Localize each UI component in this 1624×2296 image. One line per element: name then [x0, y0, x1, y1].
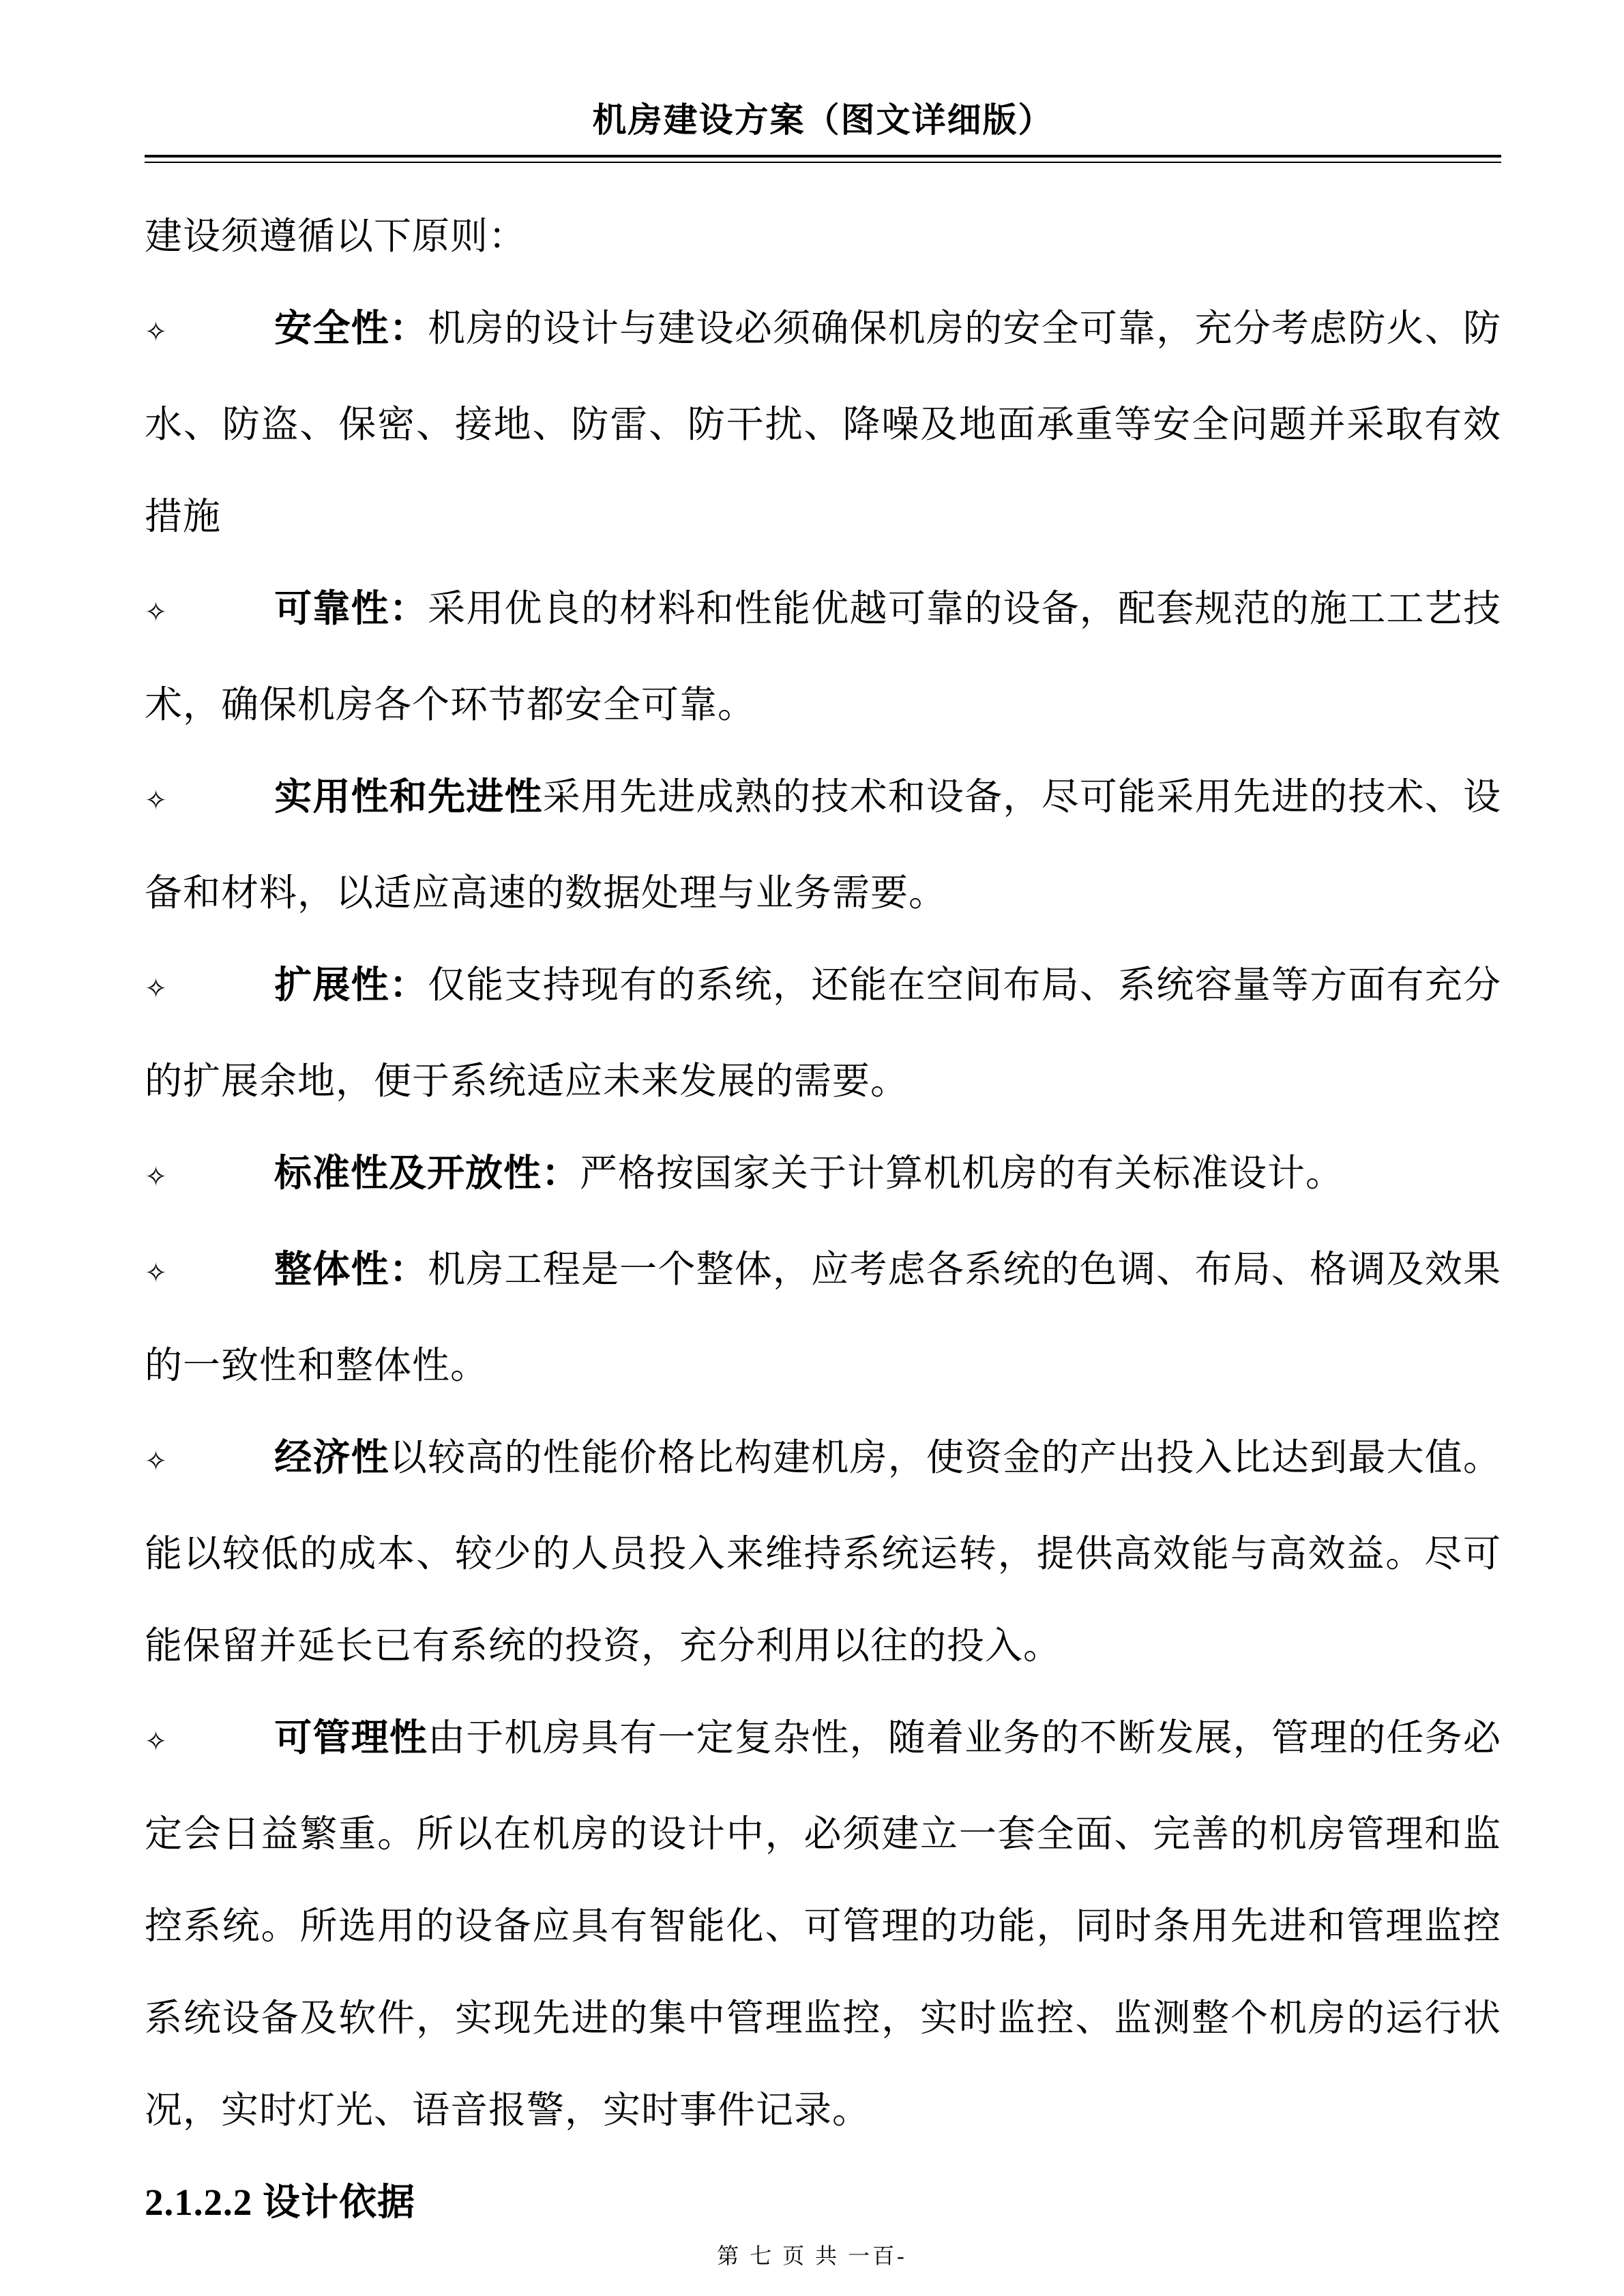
- page-header: [0, 0, 1624, 163]
- principle-term: 经济性: [274, 1437, 389, 1478]
- page-number-label: 第 七 页 共 一百-: [717, 2243, 907, 2268]
- principle-text: 由于机房具有一定复杂性，随着业务的不断发展，管理的任务必定会日益繁重。所以在机房的设计中，必须建立一套全面、完善的机房管理和监控系统。所选用的设备应具有智能化、可管理的功能，同时条用先进和管理监控系统设备及软件，实现先进的集中管理监控，实时监控、监测整个机房的运行状况，实时灯光、语音报警，实时事件记录。: [145, 1717, 1501, 2131]
- intro-text: 建设须遵循以下原则：: [145, 215, 527, 257]
- header-double-rule: [145, 155, 1501, 163]
- principle-item: [145, 1412, 1501, 1692]
- principle-text: 以较高的性能价格比构建机房，使资金的产出投入比达到最大值。能以较低的成本、较少的人员投入来维持系统运转，提供高效能与高效益。尽可能保留并延长已有系统的投资，充分利用以往的投入。: [145, 1437, 1501, 1667]
- principle-term: 扩展性：: [274, 964, 428, 1006]
- principle-term: 可靠性：: [274, 588, 428, 629]
- principle-item: [145, 1223, 1501, 1412]
- principle-item: [145, 282, 1501, 563]
- principle-term: 标准性及开放性：: [274, 1152, 580, 1194]
- principle-item: [145, 751, 1501, 939]
- diamond-bullet-icon: ✧: [145, 597, 168, 627]
- diamond-bullet-icon: ✧: [145, 317, 168, 347]
- principle-term: 整体性：: [274, 1249, 428, 1290]
- principle-item: [145, 1692, 1501, 2156]
- principle-text: 仅能支持现有的系统，还能在空间布局、系统容量等方面有充分的扩展余地，便于系统适应未来发展的需要。: [145, 964, 1501, 1102]
- section-heading: 2.1.2.2 设计依据: [145, 2181, 416, 2223]
- document-body: [0, 163, 1624, 2248]
- principle-text: 采用先进成熟的技术和设备，尽可能采用先进的技术、设备和材料，以适应高速的数据处理与业务需要。: [145, 776, 1501, 914]
- diamond-bullet-icon: ✧: [145, 1162, 168, 1192]
- principle-text: 采用优良的材料和性能优越可靠的设备，配套规范的施工工艺技术，确保机房各个环节都安全可靠。: [145, 588, 1501, 726]
- diamond-bullet-icon: ✧: [145, 1446, 168, 1476]
- principle-term: 可管理性: [274, 1717, 428, 1759]
- principle-text: 机房的设计与建设必须确保机房的安全可靠，充分考虑防火、防水、防盗、保密、接地、防雷、防干扰、降噪及地面承重等安全问题并采取有效措施: [145, 308, 1501, 537]
- principle-text: 严格按国家关于计算机机房的有关标准设计。: [580, 1152, 1344, 1194]
- diamond-bullet-icon: ✧: [145, 974, 168, 1004]
- intro-paragraph: [145, 190, 1501, 282]
- principle-item: [145, 1127, 1501, 1223]
- principle-item: [145, 563, 1501, 751]
- diamond-bullet-icon: ✧: [145, 1727, 168, 1757]
- principle-term: 实用性和先进性: [274, 776, 543, 818]
- diamond-bullet-icon: ✧: [145, 1258, 168, 1288]
- document-title: 机房建设方案（图文详细版）: [592, 101, 1054, 139]
- principle-item: [145, 939, 1501, 1127]
- principle-term: 安全性：: [274, 308, 428, 349]
- page-footer: [0, 2239, 1624, 2270]
- diamond-bullet-icon: ✧: [145, 786, 168, 816]
- principle-text: 机房工程是一个整体，应考虑各系统的色调、布局、格调及效果的一致性和整体性。: [145, 1249, 1501, 1386]
